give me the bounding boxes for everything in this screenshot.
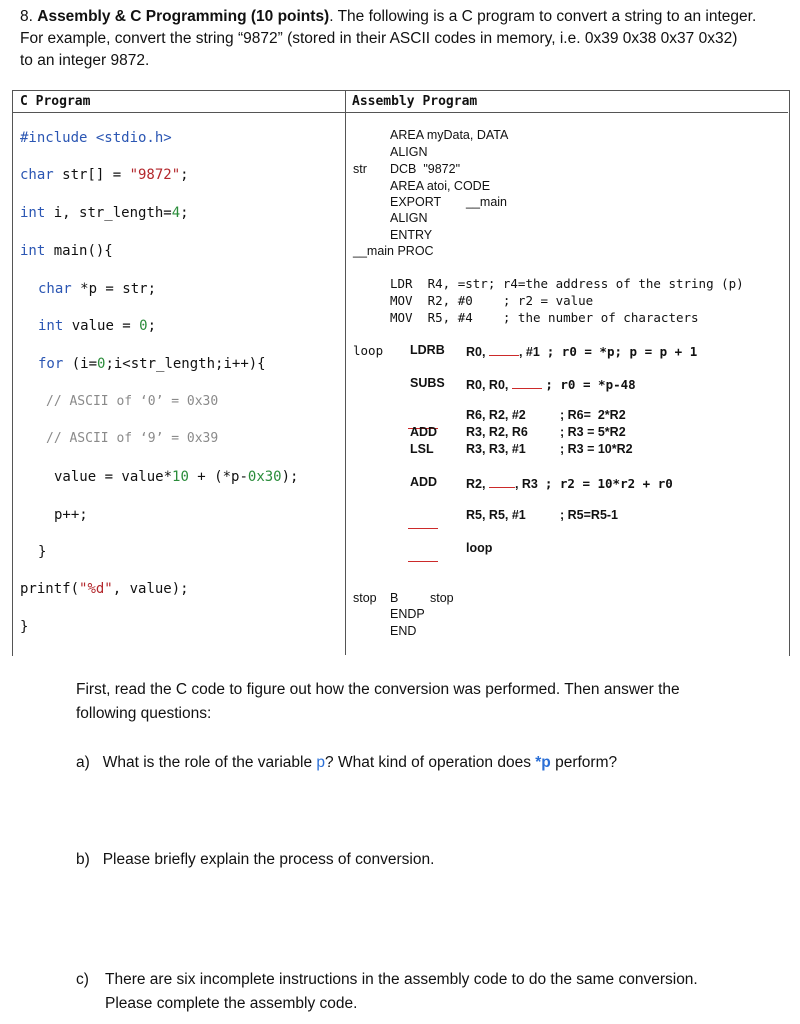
number-literal: 0 <box>139 318 148 334</box>
asm-operand: R2, <box>466 477 486 491</box>
intro-text-2: For example, convert the string “9872” (stored in their ASCII codes in memory, i.e. 0x39 0x38 0x37 0x32) <box>20 30 738 47</box>
blank-line <box>408 516 438 529</box>
asm-l3-comment: ; R6= 2*R2 <box>560 408 626 422</box>
question-c-text: There are six incomplete instructions in the assembly code to do the same conversion. Please complete the assembly code. <box>105 971 698 1012</box>
asm-stop-label: stop <box>353 591 377 605</box>
asm-area-data: AREA myData, DATA <box>390 128 509 142</box>
asm-operand: R0, <box>466 345 486 359</box>
asm-ldrb-args <box>466 343 697 359</box>
asm-add2-op: ADD <box>410 475 438 489</box>
code-text: value = <box>63 318 140 334</box>
question-b-text: Please briefly explain the process of conversion. <box>102 851 435 868</box>
question-number: 8. <box>20 8 33 25</box>
c-line-close-main: } <box>20 619 29 635</box>
asm-operand: , #1 <box>518 345 540 359</box>
asm-l3-args: R6, R2, #2 <box>466 408 526 422</box>
c-line-for <box>38 356 266 372</box>
question-c-label: c) <box>76 971 89 988</box>
blank-subs-operand[interactable] <box>512 376 542 389</box>
c-line-value-calc <box>54 469 298 485</box>
asm-comment: ; r0 = *p-48 <box>545 377 636 392</box>
asm-l8-args: loop <box>466 541 493 555</box>
c-line-int-value <box>38 318 156 334</box>
c-line-int-vars <box>20 205 189 221</box>
question-title: Assembly & C Programming (10 points) <box>37 8 330 25</box>
question-a-text: What is the role of the variable <box>102 754 317 771</box>
c-line-char-str <box>20 167 189 183</box>
number-literal: 10 <box>172 469 189 485</box>
code-text: (i= <box>63 356 98 372</box>
code-text: str[] = <box>53 167 130 183</box>
c-comment-ascii-0: // ASCII of ‘0’ = 0x30 <box>46 394 219 409</box>
asm-align-1: ALIGN <box>390 145 428 159</box>
asm-endp: ENDP <box>390 607 425 621</box>
string-literal: "9872" <box>129 167 181 183</box>
asm-subs-args <box>466 376 636 392</box>
code-text: ); <box>281 469 299 485</box>
intro-text-1: . The following is a C program to convert a string to an integer. <box>329 8 757 25</box>
asm-lsl-op: LSL <box>410 442 434 456</box>
question-a-text: perform? <box>550 754 618 771</box>
c-line-main <box>20 243 113 259</box>
question-a <box>76 751 736 775</box>
c-comment-ascii-9: // ASCII of ‘9’ = 0x39 <box>46 431 219 446</box>
asm-add-comment: ; R3 = 5*R2 <box>560 425 626 439</box>
asm-ldr: LDR R4, =str; r4=the address of the string (p) <box>390 276 744 291</box>
asm-stop-op: B <box>390 591 399 605</box>
number-literal: 0 <box>97 356 106 372</box>
keyword: int <box>38 318 64 334</box>
question-a-label: a) <box>76 754 90 771</box>
variable-p: p <box>316 754 326 771</box>
c-line-printf <box>20 581 189 597</box>
asm-export-arg: __main <box>466 195 507 209</box>
table-column-divider <box>345 90 346 655</box>
number-literal: 4 <box>171 205 181 221</box>
assembly-program-header: Assembly Program <box>352 94 478 109</box>
asm-add-op: ADD <box>410 425 438 439</box>
intro-text-3: to an integer 9872. <box>20 52 150 69</box>
blank-line <box>408 549 438 562</box>
code-text: printf( <box>20 581 80 597</box>
question-intro <box>20 6 790 72</box>
asm-l7-args: R5, R5, #1 <box>466 508 526 522</box>
keyword: for <box>38 356 64 372</box>
c-line-p-increment: p++; <box>54 507 88 523</box>
c-line-close-for: } <box>38 544 47 560</box>
code-text: main(){ <box>45 243 113 259</box>
hex-literal: 0x30 <box>247 469 282 485</box>
asm-end: END <box>390 624 417 638</box>
code-text: value = value* <box>54 469 173 485</box>
asm-operand: R0, R0, <box>466 378 509 392</box>
variable-deref-p: *p <box>535 754 551 771</box>
asm-add-args: R3, R2, R6 <box>466 425 528 439</box>
question-b <box>76 848 736 872</box>
asm-export: EXPORT <box>390 195 442 209</box>
code-text: , value); <box>112 581 189 597</box>
asm-mov-r2: MOV R2, #0 ; r2 = value <box>390 293 594 308</box>
asm-operand: , R3 <box>514 477 538 491</box>
asm-stop-arg: stop <box>430 591 454 605</box>
code-text: ; <box>147 318 157 334</box>
asm-main-proc: __main PROC <box>353 244 434 258</box>
asm-l7-comment: ; R5=R5-1 <box>560 508 619 522</box>
asm-add2-args <box>466 475 673 491</box>
asm-comment: ; r2 = 10*r2 + r0 <box>544 476 673 491</box>
keyword: char <box>20 167 54 183</box>
asm-lsl-comment: ; R3 = 10*R2 <box>560 442 633 456</box>
c-line-char-p <box>38 281 156 297</box>
c-program-header: C Program <box>20 94 91 109</box>
table-header-divider <box>12 112 788 113</box>
asm-str-label: str <box>353 162 367 176</box>
code-text: ; <box>180 205 189 221</box>
blank-l8-opcode[interactable] <box>408 549 438 567</box>
keyword: int <box>20 205 46 221</box>
asm-subs-op: SUBS <box>410 376 445 390</box>
blank-l7-opcode[interactable] <box>408 516 438 534</box>
asm-lsl-args: R3, R3, #1 <box>466 442 526 456</box>
c-line-include: #include <stdio.h> <box>20 130 172 146</box>
asm-ldrb-op: LDRB <box>410 343 445 357</box>
asm-loop-label: loop <box>353 343 384 358</box>
string-literal: "%d" <box>79 581 113 597</box>
question-b-label: b) <box>76 851 90 868</box>
question-a-text: ? What kind of operation does <box>325 754 536 771</box>
blank-add-operand[interactable] <box>489 475 515 488</box>
blank-ldrb-operand[interactable] <box>489 343 519 356</box>
asm-comment: ; r0 = *p; p = p + 1 <box>546 344 698 359</box>
code-text: ;i<str_length;i++){ <box>105 356 266 372</box>
code-text: i, str_length= <box>45 205 172 221</box>
code-text: + (*p- <box>188 469 248 485</box>
code-text: ; <box>180 167 189 183</box>
questions-lead: First, read the C code to figure out how the conversion was performed. Then answer the following questions: <box>76 681 680 722</box>
asm-entry: ENTRY <box>390 228 433 242</box>
keyword: int <box>20 243 46 259</box>
code-text: *p = str; <box>71 281 157 297</box>
asm-mov-r5: MOV R5, #4 ; the number of characters <box>390 310 699 325</box>
asm-align-2: ALIGN <box>390 211 428 225</box>
asm-dcb: DCB "9872" <box>390 162 461 176</box>
keyword: char <box>38 281 72 297</box>
asm-area-code: AREA atoi, CODE <box>390 179 491 193</box>
